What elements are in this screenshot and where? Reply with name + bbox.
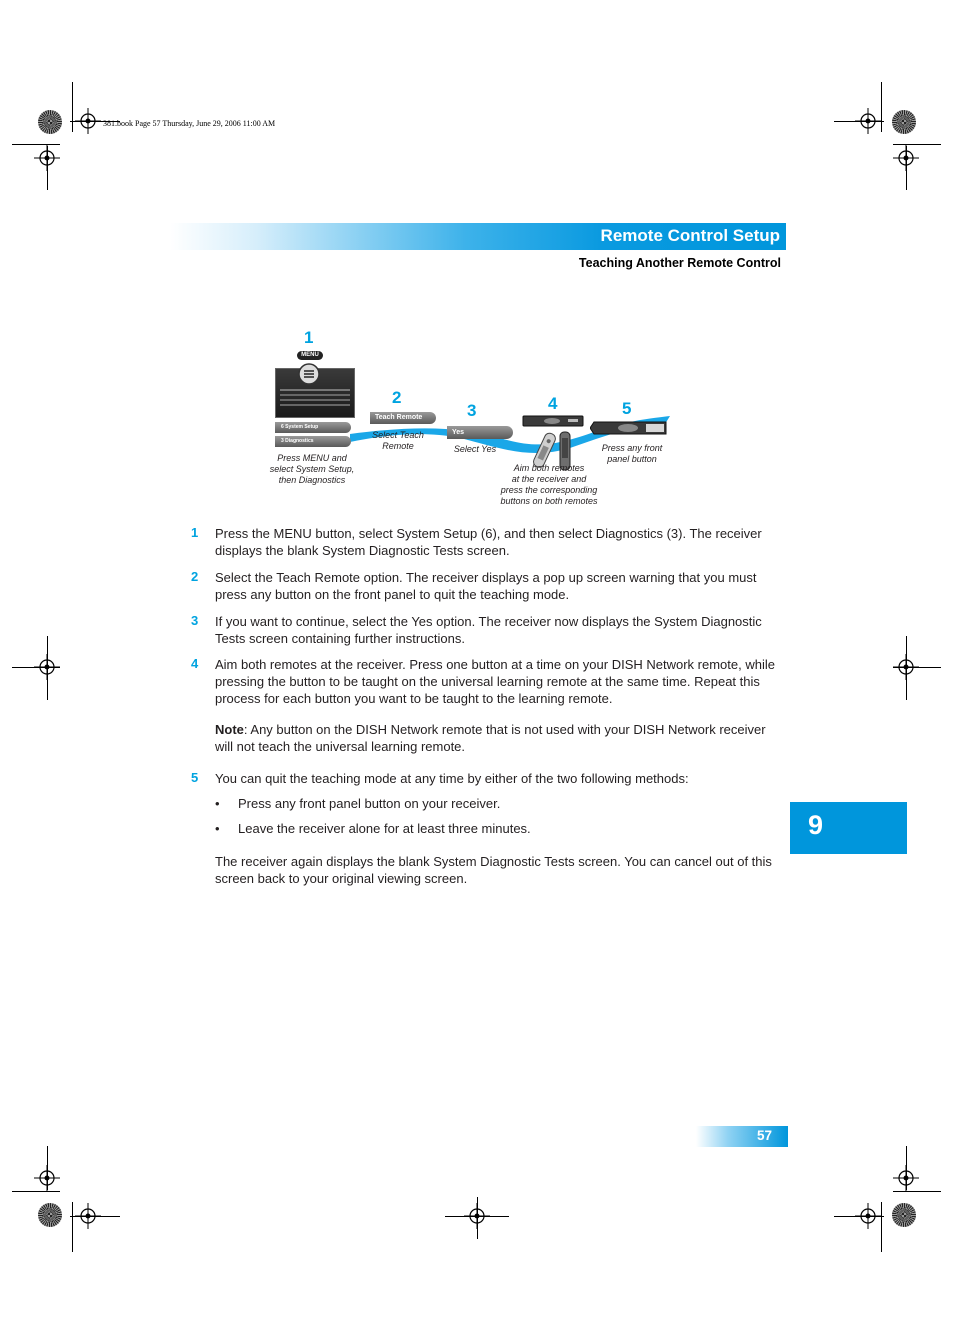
menu-item-system-setup: 6 System Setup bbox=[275, 422, 351, 433]
crop-line bbox=[12, 1191, 60, 1192]
registration-wheel-icon bbox=[892, 110, 916, 134]
receiver-front-panel-icon bbox=[590, 418, 670, 438]
menu-item-diagnostics: 3 Diagnostics bbox=[275, 436, 351, 447]
registration-crosshair-icon bbox=[75, 1203, 101, 1229]
step-3-text: If you want to continue, select the Yes option. The receiver now displays the System Diagnostic Tests screen containing further instructions. bbox=[215, 614, 762, 646]
receiver-icon bbox=[522, 414, 584, 428]
step-1-text: Press the MENU button, select System Setup (6), and then select Diagnostics (3). The receiver displays the blank System Diagnostic Tests screen. bbox=[215, 526, 762, 558]
registration-wheel-icon bbox=[38, 110, 62, 134]
figure-step-number: 5 bbox=[622, 399, 632, 418]
note-label: Note bbox=[215, 722, 244, 737]
crop-line bbox=[72, 82, 73, 132]
registration-crosshair-icon bbox=[75, 108, 101, 134]
page-title: Remote Control Setup bbox=[600, 226, 780, 245]
registration-crosshair-icon bbox=[34, 1165, 60, 1191]
figure-step-number: 4 bbox=[548, 394, 558, 413]
procedure-illustration bbox=[260, 326, 680, 516]
chapter-number: 9 bbox=[808, 810, 824, 840]
caption-step-1: Press MENU and select System Setup, then Diagnostics bbox=[269, 453, 355, 485]
menu-hand-icon bbox=[297, 362, 321, 386]
step-number: 5 bbox=[191, 770, 199, 785]
menu-button: MENU bbox=[297, 351, 323, 360]
bullet-icon: • bbox=[215, 796, 220, 811]
registration-crosshair-icon bbox=[34, 654, 60, 680]
step-number: 1 bbox=[191, 525, 199, 540]
step-5-text: You can quit the teaching mode at any time by either of the two following methods: bbox=[215, 771, 689, 786]
page-number: 57 bbox=[757, 1128, 773, 1143]
print-info: 381.book Page 57 Thursday, June 29, 2006 11:00 AM bbox=[103, 119, 276, 128]
crop-line bbox=[881, 82, 882, 132]
step-number: 4 bbox=[191, 656, 199, 671]
closing-text: The receiver again displays the blank System Diagnostic Tests screen. You can cancel out of this screen back to your original viewing screen. bbox=[215, 854, 772, 886]
figure-step-number: 1 bbox=[304, 328, 314, 347]
crop-line bbox=[72, 1202, 73, 1252]
step-number: 2 bbox=[191, 569, 199, 584]
step-4-text: Aim both remotes at the receiver. Press one button at a time on your DISH Network remote, while pressing the button to be taught on the universal learning remote at the same time. Repeat this process for each button you want to be taught to the learning remote. bbox=[215, 657, 775, 706]
caption-step-2: Select Teach Remote bbox=[372, 430, 424, 451]
registration-wheel-icon bbox=[892, 1203, 916, 1227]
yes-option: Yes bbox=[447, 426, 513, 439]
bullet-item: Press any front panel button on your receiver. bbox=[238, 796, 501, 811]
registration-wheel-icon bbox=[38, 1203, 62, 1227]
registration-crosshair-icon bbox=[893, 145, 919, 171]
step-number: 3 bbox=[191, 613, 199, 628]
caption-step-5: Press any front panel button bbox=[601, 443, 663, 464]
registration-crosshair-icon bbox=[855, 1203, 881, 1229]
figure-step-number: 2 bbox=[392, 388, 402, 407]
registration-crosshair-icon bbox=[893, 1165, 919, 1191]
crop-line bbox=[893, 1191, 941, 1192]
registration-crosshair-icon bbox=[855, 108, 881, 134]
page-number-bar bbox=[696, 1126, 788, 1147]
caption-step-4: Aim both remotes at the receiver and press the corresponding buttons on both remotes bbox=[500, 463, 598, 506]
registration-crosshair-icon bbox=[893, 654, 919, 680]
figure-step-number: 3 bbox=[467, 401, 477, 420]
bullet-item: Leave the receiver alone for at least three minutes. bbox=[238, 821, 531, 836]
teach-remote-option: Teach Remote bbox=[370, 412, 436, 424]
note-text: Note: Any button on the DISH Network remote that is not used with your DISH Network receiver will not teach the universal learning remote. bbox=[215, 722, 766, 754]
crop-line bbox=[881, 1202, 882, 1252]
caption-step-3: Select Yes bbox=[453, 444, 497, 454]
section-subtitle: Teaching Another Remote Control bbox=[578, 256, 781, 270]
step-2-text: Select the Teach Remote option. The receiver displays a pop up screen warning that you must press any button on the front panel to quit the teaching mode. bbox=[215, 570, 757, 602]
bullet-icon: • bbox=[215, 821, 220, 836]
registration-crosshair-icon bbox=[34, 145, 60, 171]
registration-crosshair-icon bbox=[464, 1203, 490, 1229]
